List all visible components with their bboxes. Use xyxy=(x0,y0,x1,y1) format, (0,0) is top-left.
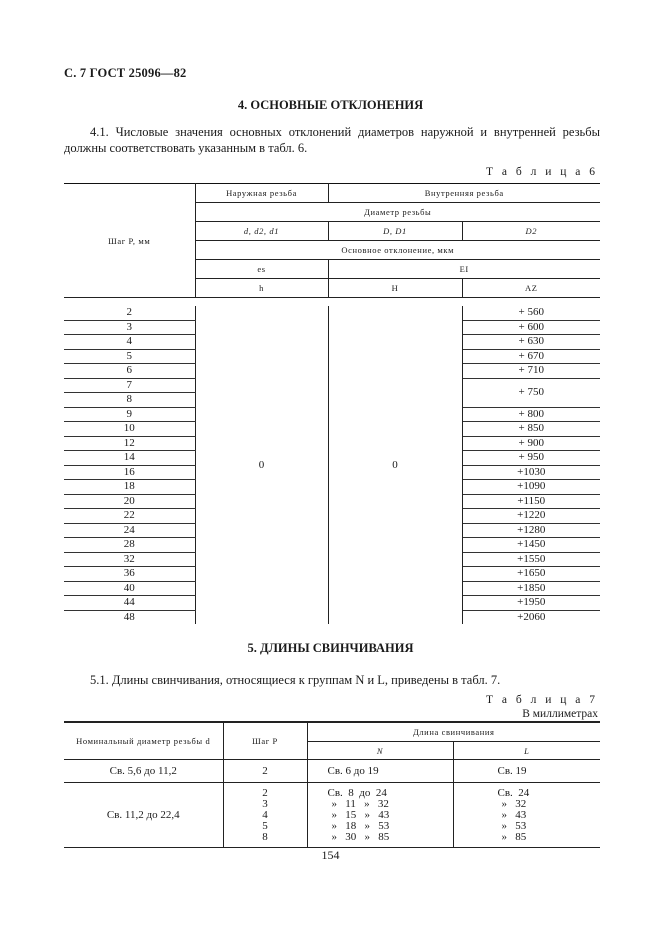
step-cell: 48 xyxy=(64,610,195,624)
header-outer: Наружная резьба xyxy=(195,184,328,203)
step-line: 4 xyxy=(262,808,268,821)
az-cell: + 560 xyxy=(462,306,600,320)
header-D xyxy=(328,222,462,241)
page-number: 154 xyxy=(321,848,340,862)
l-line: Св. 24 xyxy=(497,786,530,799)
header-AZ: AZ xyxy=(462,279,600,298)
header-N xyxy=(307,742,453,760)
header-D2 xyxy=(462,222,600,241)
H-value: 0 xyxy=(328,306,462,624)
header-es: es xyxy=(195,260,328,279)
step-cell: 7 xyxy=(64,378,195,393)
step-line: 2 xyxy=(262,786,268,799)
az-cell: +1280 xyxy=(462,523,600,538)
az-cell: +1950 xyxy=(462,596,600,611)
page-header: С. 7 ГОСТ 25096—82 xyxy=(64,66,187,80)
section-4-title: 4. ОСНОВНЫЕ ОТКЛОНЕНИЯ xyxy=(237,98,424,112)
step-cell: 4 xyxy=(64,335,195,350)
header-D2-label: D2 xyxy=(525,226,538,236)
l-line: » 53 xyxy=(501,819,527,832)
n-cell: Св. 6 до 19 xyxy=(307,760,453,783)
step-cell: 16 xyxy=(64,465,195,480)
table-7 xyxy=(64,721,600,848)
header-diameter: Диаметр резьбы xyxy=(195,203,600,222)
l-stack xyxy=(453,783,600,848)
l-cell: Св. 19 xyxy=(453,760,600,783)
az-cell: + 750 xyxy=(462,378,600,407)
l-line: » 32 xyxy=(501,797,527,810)
header-step xyxy=(64,184,195,298)
l-line: » 85 xyxy=(501,830,527,843)
header-inner: Внутренняя резьба xyxy=(328,184,600,203)
az-cell: +1450 xyxy=(462,538,600,553)
header-h: h xyxy=(195,279,328,298)
header-d-label: d, d2, d1 xyxy=(243,226,280,236)
n-line: » 30 » 85 xyxy=(331,830,390,843)
az-cell: +1030 xyxy=(462,465,600,480)
n-line: Св. 8 до 24 xyxy=(327,786,387,799)
az-cell: + 800 xyxy=(462,407,600,422)
step-cell: 20 xyxy=(64,494,195,509)
step-cell: 24 xyxy=(64,523,195,538)
n-line: » 11 » 32 xyxy=(331,797,389,810)
step-cell: 18 xyxy=(64,480,195,495)
step-cell: 44 xyxy=(64,596,195,611)
az-cell: + 670 xyxy=(462,349,600,364)
header-length: Длина свинчивания xyxy=(307,722,600,742)
section-4-paragraph: 4.1. Числовые значения основных отклонений диаметров наружной и внутренней резьбы должны соответствовать указанным в табл. 6. xyxy=(64,125,600,155)
header-nominal-diameter: Номинальный диаметр резьбы d xyxy=(64,722,223,760)
n-line: » 15 » 43 xyxy=(331,808,390,821)
diameter-cell: Св. 11,2 до 22,4 xyxy=(64,783,223,848)
header-step-label: Шаг P, мм xyxy=(108,235,151,246)
az-cell: + 600 xyxy=(462,320,600,335)
step-cell: 3 xyxy=(64,320,195,335)
az-cell: + 850 xyxy=(462,422,600,437)
step-cell: 14 xyxy=(64,451,195,466)
table-6 xyxy=(64,183,600,624)
step-cell: 2 xyxy=(64,306,195,320)
az-cell: +1550 xyxy=(462,552,600,567)
step-cell: 22 xyxy=(64,509,195,524)
step-cell: 32 xyxy=(64,552,195,567)
n-line: » 18 » 53 xyxy=(331,819,390,832)
table-7-caption: Т а б л и ц а 7 xyxy=(485,694,598,706)
az-cell: + 950 xyxy=(462,451,600,466)
step-cell: 12 xyxy=(64,436,195,451)
l-line: » 43 xyxy=(501,808,527,821)
step-cell: 2 xyxy=(223,760,307,783)
section-5-paragraph: 5.1. Длины свинчивания, относящиеся к группам N и L, приведены в табл. 7. xyxy=(90,673,501,687)
table-6-caption: Т а б л и ц а 6 xyxy=(485,166,598,178)
az-cell: + 710 xyxy=(462,364,600,379)
header-deviation: Основное отклонение, мкм xyxy=(195,241,600,260)
az-cell: + 900 xyxy=(462,436,600,451)
az-cell: +1150 xyxy=(462,494,600,509)
step-cell: 5 xyxy=(64,349,195,364)
step-line: 5 xyxy=(262,819,268,832)
section-5-title: 5. ДЛИНЫ СВИНЧИВАНИЯ xyxy=(247,641,414,655)
az-cell: +1220 xyxy=(462,509,600,524)
step-cell: 6 xyxy=(64,364,195,379)
step-cell: 36 xyxy=(64,567,195,582)
header-N-label: N xyxy=(376,745,384,756)
header-step-p: Шаг P xyxy=(223,722,307,760)
step-cell: 8 xyxy=(64,393,195,408)
step-cell: 28 xyxy=(64,538,195,553)
header-d xyxy=(195,222,328,241)
step-cell: 10 xyxy=(64,422,195,437)
az-cell: +1850 xyxy=(462,581,600,596)
header-EI: EI xyxy=(328,260,600,279)
n-stack xyxy=(307,783,453,848)
header-L-label: L xyxy=(524,745,530,756)
header-D-label: D, D1 xyxy=(383,226,407,236)
step-line: 3 xyxy=(262,797,268,810)
az-cell: +1650 xyxy=(462,567,600,582)
header-H: H xyxy=(328,279,462,298)
az-cell: + 630 xyxy=(462,335,600,350)
az-cell: +2060 xyxy=(517,610,546,623)
header-L xyxy=(453,742,600,760)
h-value: 0 xyxy=(195,306,328,624)
step-cell: 9 xyxy=(64,407,195,422)
table-7-units: В миллиметрах xyxy=(522,708,598,720)
az-cell: +1090 xyxy=(462,480,600,495)
steps-stack xyxy=(223,783,307,848)
diameter-cell: Св. 5,6 до 11,2 xyxy=(64,760,223,783)
step-cell: 40 xyxy=(64,581,195,596)
step-line: 8 xyxy=(262,830,268,843)
